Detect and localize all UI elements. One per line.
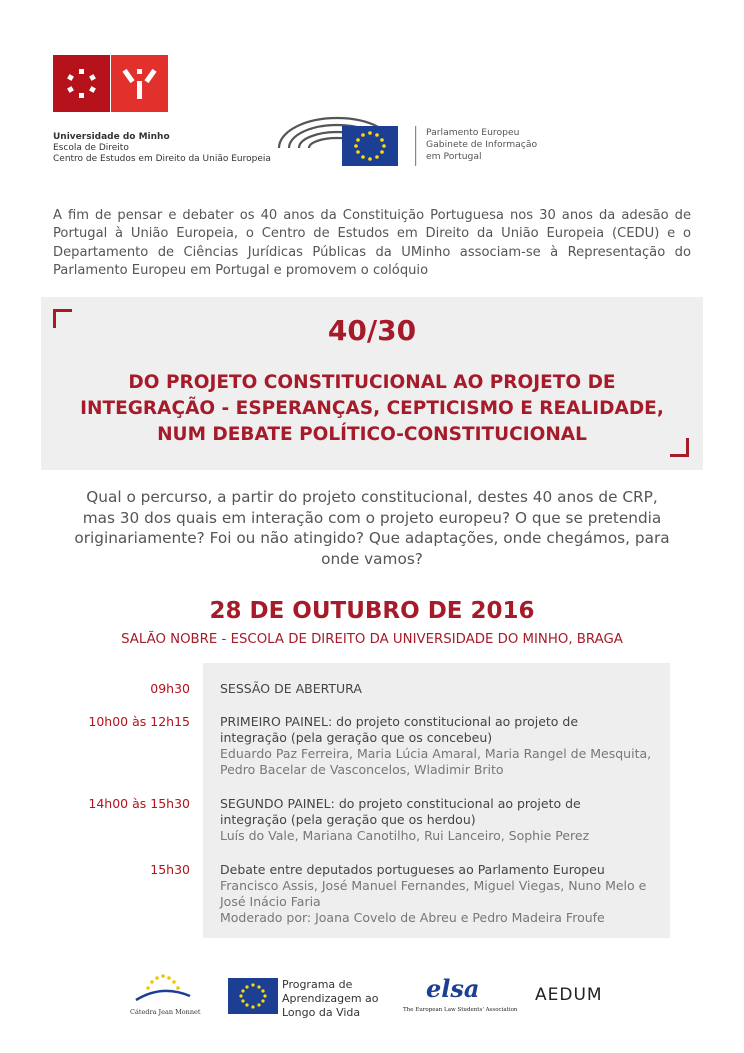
elsa-logo: elsa <box>426 974 480 1003</box>
event-subtitle <box>52 370 692 448</box>
um-name: Universidade do Minho <box>53 132 170 142</box>
event-title: 40/30 <box>327 314 417 347</box>
question-paragraph <box>60 487 684 569</box>
question-line-2: mas 30 dos quais em interação com o projeto europeu? O que se pretendia <box>82 508 662 527</box>
eu-flag-icon <box>228 978 278 1014</box>
program-session <box>220 862 660 926</box>
session-title: integração (pela geração que os herdou) <box>220 812 476 827</box>
session-title: Debate entre deputados portugueses ao Parlamento Europeu <box>220 862 605 877</box>
ep-country: em Portugal <box>426 151 482 162</box>
programa-line-2: Aprendizagem ao <box>282 992 379 1005</box>
intro-paragraph: A fim de pensar e debater os 40 anos da Constituição Portuguesa nos 30 anos da adesão de Portugal à União Europeia, o Centro de Estudos em Direito da União Europeia (CEDU) e o Departamento de Ciências Jurídicas Públicas da UMinho associam-se à Representação do Parlamento Europeu em Portugal e promovem o colóquio <box>53 208 691 279</box>
question-line-4: onde vamos? <box>321 549 423 568</box>
elsa-label: The European Law Students' Association <box>403 1007 518 1013</box>
program-time: 15h30 <box>150 862 190 877</box>
subtitle-line-1: DO PROJETO CONSTITUCIONAL AO PROJETO DE <box>128 372 616 393</box>
question-line-1: Qual o percurso, a partir do projeto constitucional, destes 40 anos de CRP, <box>86 488 658 506</box>
program-time: 14h00 às 15h30 <box>88 796 190 811</box>
session-speakers: Pedro Bacelar de Vasconcelos, Wladimir Brito <box>220 762 504 777</box>
asterisk-emblem-icon <box>53 55 110 112</box>
session-speakers: Eduardo Paz Ferreira, Maria Lúcia Amaral, Maria Rangel de Mesquita, <box>220 746 652 761</box>
session-title: SESSÃO DE ABERTURA <box>220 681 362 696</box>
um-institution-text <box>53 132 271 165</box>
event-venue: SALÃO NOBRE - ESCOLA DE DIREITO DA UNIVERSIDADE DO MINHO, BRAGA <box>121 632 623 647</box>
session-speakers: Moderado por: Joana Covelo de Abreu e Pedro Madeira Froufe <box>220 910 605 925</box>
event-date: 28 DE OUTUBRO DE 2016 <box>209 598 535 624</box>
program-time: 09h30 <box>150 681 190 696</box>
program-time: 10h00 às 12h15 <box>88 714 190 729</box>
um-logo-right-square <box>111 55 168 112</box>
program-session <box>220 681 660 697</box>
ep-office-text <box>426 127 537 163</box>
program-session <box>220 796 660 844</box>
programa-line-3: Longo da Vida <box>282 1006 361 1019</box>
ep-name: Parlamento Europeu <box>426 127 520 138</box>
question-line-3: originariamente? Foi ou não atingido? Que adaptações, onde chegámos, para <box>74 529 670 547</box>
subtitle-line-2: INTEGRAÇÃO - ESPERANÇAS, CEPTICISMO E REALIDADE, <box>80 398 664 419</box>
program-session <box>220 714 660 778</box>
um-logo-left-square <box>53 55 110 112</box>
session-title: integração (pela geração que os concebeu) <box>220 730 493 745</box>
session-speakers: José Inácio Faria <box>220 894 321 909</box>
y-emblem-icon <box>111 55 168 112</box>
jean-monnet-label: Cátedra Jean Monnet <box>130 1008 201 1016</box>
um-school: Escola de Direito <box>53 143 129 153</box>
um-centre: Centro de Estudos em Direito da União Europeia <box>53 154 271 164</box>
universidade-do-minho-logo <box>53 55 168 112</box>
subtitle-line-3: NUM DEBATE POLÍTICO-CONSTITUCIONAL <box>157 424 587 445</box>
ep-office: Gabinete de Informação <box>426 139 538 150</box>
session-speakers: Francisco Assis, José Manuel Fernandes, Miguel Viegas, Nuno Melo e <box>220 878 647 893</box>
lifelong-learning-label <box>282 978 379 1020</box>
session-title: SEGUNDO PAINEL: do projeto constitucional ao projeto de <box>220 796 581 811</box>
programa-line-1: Programa de <box>282 978 353 991</box>
session-title: PRIMEIRO PAINEL: do projeto constitucional ao projeto de <box>220 714 579 729</box>
aedum-logo: AEDUM <box>535 985 603 1005</box>
session-speakers: Luís do Vale, Mariana Canotilho, Rui Lanceiro, Sophie Perez <box>220 828 590 843</box>
